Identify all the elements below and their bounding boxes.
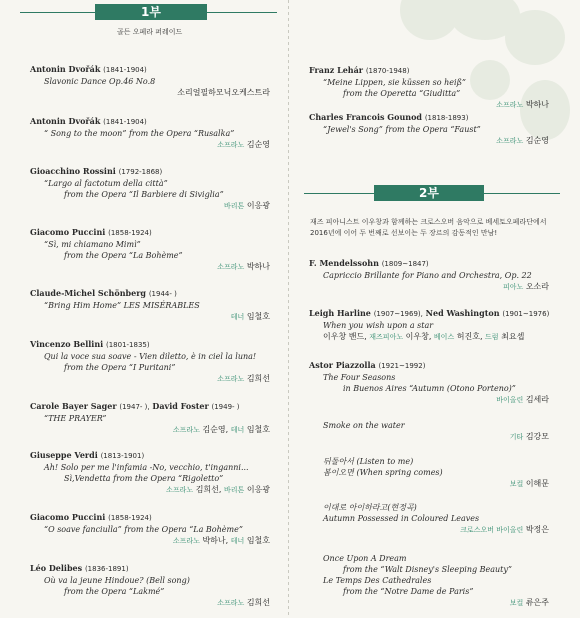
header-rule <box>20 12 95 13</box>
performer-name: 김세라 <box>525 395 549 404</box>
work-title: Sì,Vendetta from the Opera “Rigoletto” <box>64 474 224 483</box>
work-title: from the “Notre Dame de Paris” <box>343 587 474 596</box>
part2-intro <box>310 217 570 239</box>
program-item <box>30 450 270 496</box>
performer-name: 허진호, <box>456 332 483 341</box>
performer-line <box>30 373 270 385</box>
performer-role: 기타 <box>509 433 524 441</box>
composer-name: Léo Delibes <box>30 563 83 573</box>
work-title: Once Upon A Dream <box>323 554 407 563</box>
performer-role: 바리톤 <box>223 486 245 494</box>
program-item <box>30 401 270 436</box>
performer-name: 김희선, <box>195 485 222 494</box>
composer-line <box>309 308 549 320</box>
composer-years: (1813-1901) <box>100 452 145 460</box>
composer-name: F. Mendelssohn <box>309 258 379 268</box>
part1-subtitle: 골든 오페라 퍼레이드 <box>117 28 183 36</box>
work-title: “Meine Lippen, sie küssen so heiß” <box>323 78 467 87</box>
work-title: from the Opera “Lakmé” <box>64 587 165 596</box>
performer-role: 드럼 <box>485 333 499 341</box>
program-item <box>30 166 270 212</box>
program-item <box>30 116 270 151</box>
performer-line <box>30 311 270 323</box>
header-rule <box>484 193 560 194</box>
program-item <box>30 227 270 273</box>
composer-name: Charles Francois Gounod <box>309 112 423 122</box>
performer-role: 바이올린 <box>496 396 524 404</box>
performer-name: 김순영, <box>202 425 229 434</box>
work-title: 뒤돌아서 (Listen to me) <box>323 457 414 466</box>
composer-years: (1792-1868) <box>118 168 163 176</box>
performer-name: 이해문 <box>525 479 549 488</box>
work-title: from the “Walt Disney's Sleeping Beauty” <box>343 565 512 574</box>
composer-name: Carole Bayer Sager <box>30 401 117 411</box>
work-title: “Bring Him Home” LES MISÉRABLES <box>44 301 200 310</box>
work-title: from the Operetta “Giuditta” <box>343 89 461 98</box>
work-title: Ah! Solo per me l'infamia -No, vecchio, t'inganni... <box>44 463 249 472</box>
decorative-leaf <box>505 10 565 65</box>
header-rule <box>207 12 277 13</box>
composer-line <box>30 401 270 413</box>
composer-name: Gioacchino Rossini <box>30 166 116 176</box>
program-item <box>309 360 549 406</box>
composer-years: (1907~1969), <box>373 310 423 318</box>
composer-line <box>30 288 270 300</box>
work-title: Slavonic Dance Op.46 No.8 <box>44 77 156 86</box>
performer-role: 피아노 <box>502 283 524 291</box>
performer-name: 임철호 <box>246 536 270 545</box>
performer-name: 김희선 <box>246 374 270 383</box>
performer-line <box>309 135 549 147</box>
performer-name: 김순영 <box>525 136 549 145</box>
composer-name: Antonin Dvořák <box>30 116 101 126</box>
performer-role: 보컬 <box>509 480 524 488</box>
performer-name: 박하나 <box>246 262 270 271</box>
composer-line <box>309 258 549 270</box>
work-title: Smoke on the water <box>323 421 405 430</box>
performer-role: 바리톤 <box>223 202 245 210</box>
work-title: Le Temps Des Cathedrales <box>323 576 432 585</box>
performer-role: 소프라노 <box>217 375 245 383</box>
performer-role: 소프라노 <box>217 141 245 149</box>
composer-years: (1801-1835) <box>105 341 150 349</box>
work-title: Qui la voce sua soave - Vien diletto, è in ciel la luna! <box>44 352 257 361</box>
composer-line <box>30 166 270 178</box>
performer-line <box>309 431 549 443</box>
composer-line <box>309 65 549 77</box>
composer-years: (1841-1904) <box>103 118 147 126</box>
part1-header: 1부 <box>95 4 207 20</box>
performer-role: 테너 <box>230 313 245 321</box>
work-title: 이대로 아이하라고(현정곡) <box>323 503 417 512</box>
performer-line <box>309 478 549 490</box>
work-title: Autumn Possessed in Coloured Leaves <box>323 514 480 523</box>
column-divider <box>288 0 289 618</box>
performer-name: 임철호 <box>246 312 270 321</box>
program-item <box>30 339 270 385</box>
work-title: When you wish upon a star <box>323 321 434 330</box>
performer-role: 테너 <box>230 537 245 545</box>
performer-role: 소프라노 <box>496 101 524 109</box>
composer-name: Ned Washington <box>425 308 500 318</box>
performer-name: 김강모 <box>525 432 549 441</box>
work-title: “Largo al factotum della città” <box>44 179 168 188</box>
composer-years: (1944- ) <box>148 290 177 298</box>
performer-name: 이우창, <box>405 332 432 341</box>
composer-line <box>309 360 549 372</box>
work-title: The Four Seasons <box>323 373 396 382</box>
performer-role: 재즈피아노 <box>369 333 404 341</box>
program-item <box>309 502 549 536</box>
performer-line <box>30 261 270 273</box>
work-title: from the Opera “I Puritani” <box>64 363 176 372</box>
performer-line <box>30 200 270 212</box>
performer-name: 박정은 <box>525 525 549 534</box>
program-item <box>30 64 270 99</box>
composer-years: (1947- ), <box>119 403 150 411</box>
program-item <box>30 512 270 547</box>
performer-line <box>309 281 549 293</box>
performer-name: 임철호 <box>246 425 270 434</box>
performer-line <box>30 535 270 547</box>
performer-role: 소프라노 <box>172 537 200 545</box>
performer-name: 이우창 밴드, <box>323 332 367 341</box>
performer-line <box>309 99 549 111</box>
performer-name: 김순영 <box>246 140 270 149</box>
composer-years: (1949- ) <box>211 403 240 411</box>
work-title: 봄이오면 (When spring comes) <box>323 468 443 477</box>
program-item <box>309 456 549 490</box>
composer-line <box>30 116 270 128</box>
performer-role: 소프라노 <box>217 599 245 607</box>
header-rule <box>304 193 374 194</box>
performer-name: 최요셉 <box>501 332 525 341</box>
composer-name: Leigh Harline <box>309 308 371 318</box>
composer-name: David Foster <box>152 401 209 411</box>
work-title: “Jewel's Song” from the Opera “Faust” <box>323 125 481 134</box>
composer-line <box>30 563 270 575</box>
composer-name: Giacomo Puccini <box>30 512 106 522</box>
composer-name: Giacomo Puccini <box>30 227 106 237</box>
performer-line <box>309 524 549 536</box>
performer-name: 류은주 <box>525 598 549 607</box>
composer-line <box>30 512 270 524</box>
work-title: Capriccio Brillante for Piano and Orchestra, Op. 22 <box>323 271 532 280</box>
performer-line <box>30 597 270 609</box>
performer-role: 소프라노 <box>172 426 200 434</box>
performer-line <box>309 394 549 406</box>
composer-name: Giuseppe Verdi <box>30 450 98 460</box>
program-item <box>309 258 549 293</box>
work-title: “ Song to the moon” from the Opera “Rusalka” <box>44 129 235 138</box>
performer-name: 소리얼필하모닉오케스트라 <box>177 88 270 97</box>
performer-role: 보컬 <box>509 599 524 607</box>
work-title: from the Opera “Il Barbiere di Siviglia” <box>64 190 224 199</box>
performer-name: 이응광 <box>246 485 270 494</box>
composer-line <box>30 339 270 351</box>
work-title: “THE PRAYER” <box>44 414 107 423</box>
intro-line: 2016년에 이어 두 번째로 선보이는 두 장르의 감동적인 만남! <box>310 229 498 237</box>
performer-line <box>30 139 270 151</box>
composer-line <box>30 227 270 239</box>
part2-header: 2부 <box>374 185 484 201</box>
program-item <box>309 65 549 111</box>
program-item <box>30 563 270 609</box>
performer-line <box>309 331 549 343</box>
performer-name: 박하나 <box>525 100 549 109</box>
program-item <box>30 288 270 323</box>
program-item <box>309 553 549 609</box>
performer-name: 김희선 <box>246 598 270 607</box>
performer-line <box>30 424 270 436</box>
composer-years: (1858-1924) <box>108 229 152 237</box>
performer-role: 베이스 <box>433 333 455 341</box>
composer-years: (1870-1948) <box>365 67 410 75</box>
program-item <box>309 112 549 147</box>
composer-years: (1818-1893) <box>424 114 469 122</box>
program-item <box>309 420 549 443</box>
intro-line: 재즈 피아니스트 이우창과 함께하는 크로스오버 음악으로 베세토오페라단에서 <box>310 218 547 226</box>
performer-role: 소프라노 <box>496 137 524 145</box>
performer-line <box>30 87 270 99</box>
composer-years: (1809~1847) <box>381 260 429 268</box>
performer-name: 이응광 <box>246 201 270 210</box>
composer-years: (1901~1976) <box>502 310 550 318</box>
composer-years: (1841-1904) <box>103 66 147 74</box>
performer-role: 소프라노 <box>217 263 245 271</box>
performer-name: 오소라 <box>525 282 549 291</box>
composer-line <box>309 112 549 124</box>
performer-name: 박하나, <box>202 536 229 545</box>
performer-role: 테너 <box>230 426 245 434</box>
composer-line <box>30 64 270 76</box>
work-title: “O soave fanciulla” from the Opera “La Bohème” <box>44 525 243 534</box>
composer-years: (1921~1992) <box>378 362 426 370</box>
work-title: from the Opera “La Bohème” <box>64 251 183 260</box>
work-title: “Sì, mi chiamano Mimì” <box>44 240 141 249</box>
composer-name: Vincenzo Bellini <box>30 339 104 349</box>
composer-name: Claude-Michel Schönberg <box>30 288 147 298</box>
composer-years: (1836-1891) <box>84 565 129 573</box>
performer-line <box>309 597 549 609</box>
composer-name: Astor Piazzolla <box>309 360 376 370</box>
work-title: in Buenos Aires “Autumn (Otono Porteno)” <box>343 384 516 393</box>
performer-role: 소프라노 <box>166 486 194 494</box>
performer-line <box>30 484 270 496</box>
composer-line <box>30 450 270 462</box>
program-item <box>309 308 549 343</box>
work-title: Où va la jeune Hindoue? (Bell song) <box>44 576 190 585</box>
performer-role: 크로스오버 바이올린 <box>460 526 524 534</box>
composer-name: Antonin Dvořák <box>30 64 101 74</box>
composer-name: Franz Lehár <box>309 65 364 75</box>
composer-years: (1858-1924) <box>108 514 152 522</box>
